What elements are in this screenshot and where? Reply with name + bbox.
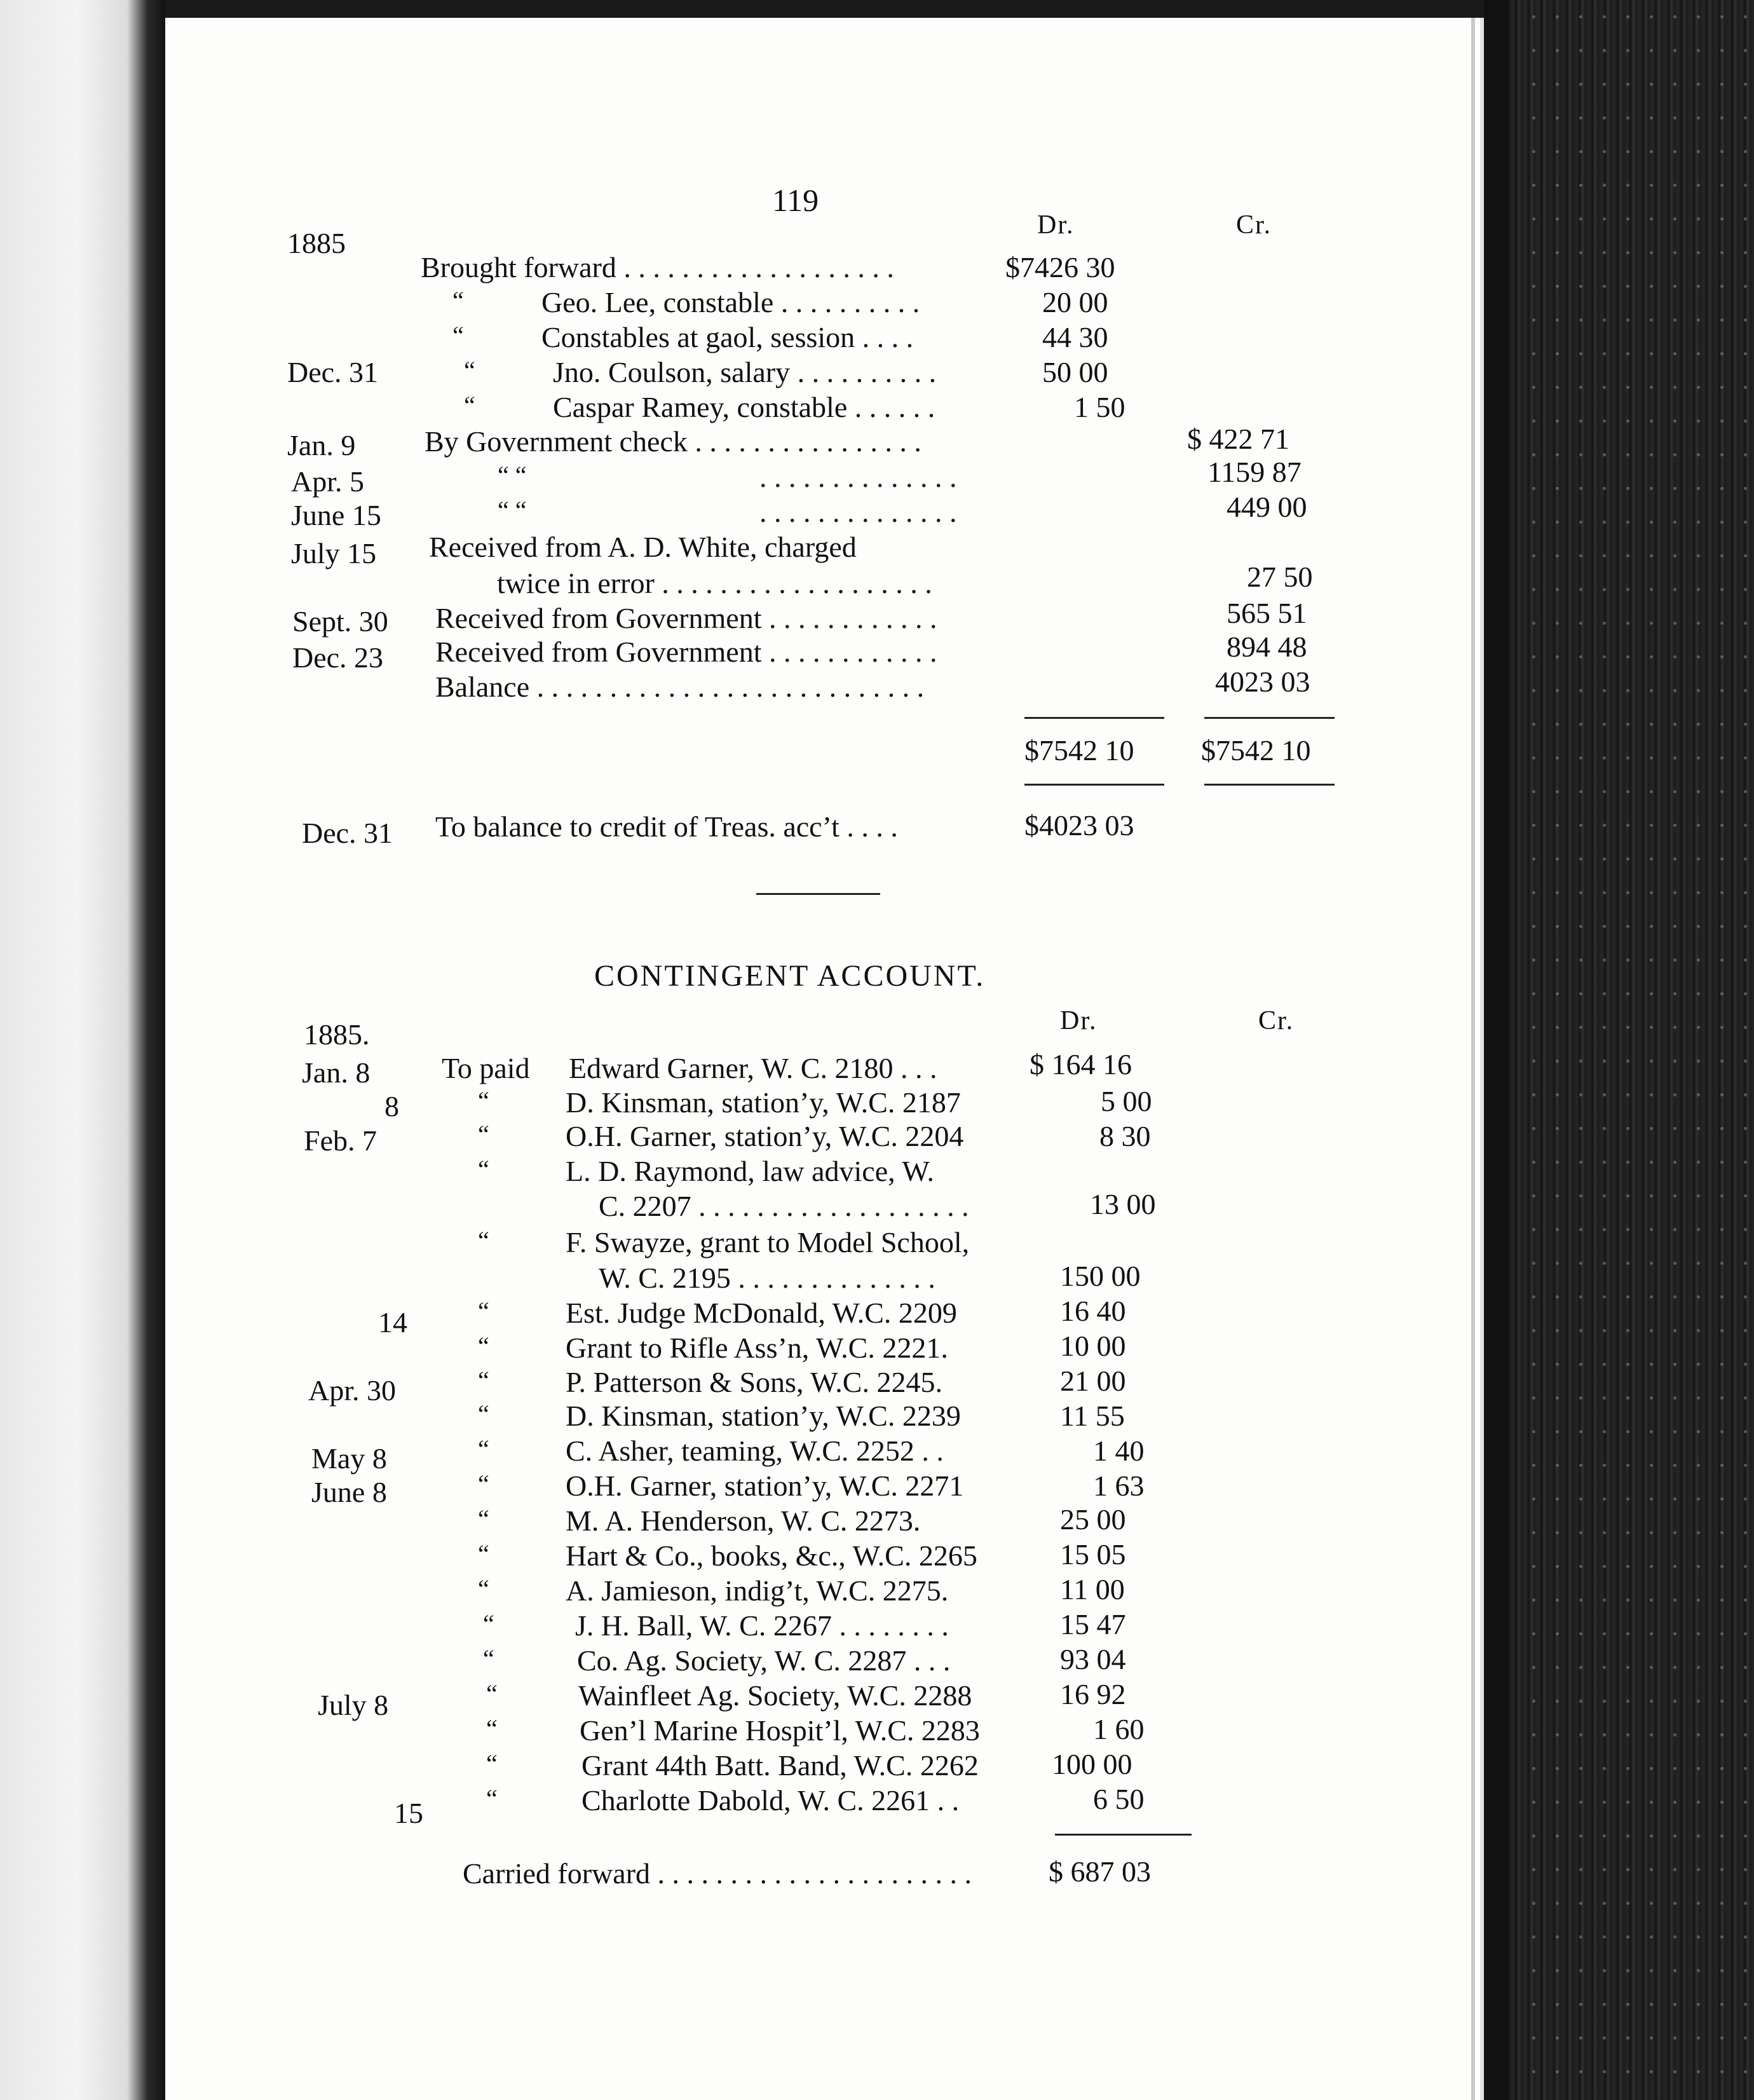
carried-forward-text: Carried forward . . . . . . . . . . . . . . . . . . . . . . [463, 1857, 972, 1890]
contingent-dr: 6 50 [1093, 1783, 1145, 1815]
ditto-mark: “ [478, 1155, 489, 1183]
total-rule-cr-bottom [1204, 784, 1335, 786]
contingent-lead: To paid [442, 1052, 530, 1084]
contingent-text: P. Patterson & Sons, W.C. 2245. [566, 1366, 942, 1398]
carried-forward-rule [1055, 1834, 1192, 1836]
contingent-date: Apr. 30 [308, 1374, 396, 1407]
contingent-date: 15 [394, 1797, 423, 1829]
ditto-mark: “ [478, 1226, 489, 1255]
total-rule-dr-bottom [1024, 784, 1164, 786]
ditto-mark: “ [464, 391, 475, 419]
contingent-dr: 100 00 [1052, 1748, 1132, 1780]
ditto-mark: “ [478, 1574, 489, 1603]
ledger-entry-date: Sept. 30 [292, 605, 388, 638]
ledger-entry-date: June 15 [291, 499, 381, 531]
section-divider [756, 893, 880, 895]
contingent-text: Wainfleet Ag. Society, W.C. 2288 [578, 1679, 972, 1712]
contingent-text: Charlotte Dabold, W. C. 2261 . . [581, 1784, 960, 1817]
ditto-mark: “ [478, 1400, 489, 1428]
contingent-text: Co. Ag. Society, W. C. 2287 . . . [577, 1644, 951, 1677]
ledger-entry-text: By Government check . . . . . . . . . . . . . . . . [425, 425, 921, 458]
ledger-entry-text: Caspar Ramey, constable . . . . . . [553, 391, 935, 423]
contingent-dr: 8 30 [1099, 1120, 1151, 1152]
ditto-mark: “ “ [498, 461, 527, 489]
section-title: CONTINGENT ACCOUNT. [594, 959, 986, 993]
contingent-text: F. Swayze, grant to Model School, [566, 1226, 970, 1258]
ditto-mark: “ [478, 1120, 489, 1149]
ledger-entry-text: . . . . . . . . . . . . . . [759, 461, 957, 493]
ditto-mark: “ [478, 1332, 489, 1360]
page-number: 119 [772, 182, 819, 218]
contingent-date: June 8 [311, 1476, 387, 1508]
ledger-entry-cr: 1159 87 [1207, 456, 1302, 488]
contingent-dr: 93 04 [1060, 1643, 1126, 1675]
contingent-text: Gen’l Marine Hospit’l, W.C. 2283 [580, 1714, 980, 1747]
ditto-mark: “ [486, 1714, 498, 1743]
ditto-mark: “ [478, 1366, 489, 1394]
contingent-dr: 10 00 [1060, 1330, 1126, 1362]
contingent-text: O.H. Garner, station’y, W.C. 2204 [566, 1120, 964, 1152]
contingent-text: L. D. Raymond, law advice, W. [566, 1155, 935, 1187]
contingent-date: July 8 [318, 1689, 389, 1721]
contingent-text: M. A. Henderson, W. C. 2273. [566, 1504, 921, 1537]
contingent-text: Hart & Co., books, &c., W.C. 2265 [566, 1539, 977, 1572]
ditto-mark: “ [478, 1297, 489, 1325]
contingent-text: J. H. Ball, W. C. 2267 . . . . . . . . [575, 1609, 949, 1642]
ditto-mark: “ [452, 286, 464, 315]
ledger-entry-cr: 565 51 [1227, 597, 1307, 629]
total-dr: $7542 10 [1024, 734, 1134, 767]
balance-dr: $4023 03 [1024, 809, 1134, 842]
left-page-edge [0, 0, 165, 2100]
contingent-dr: 1 60 [1093, 1713, 1145, 1745]
ditto-mark: “ [478, 1435, 489, 1463]
contingent-dr: 5 00 [1101, 1085, 1152, 1117]
ledger-entry-dr: 1 50 [1074, 391, 1125, 423]
contingent-text: Est. Judge McDonald, W.C. 2209 [566, 1297, 957, 1329]
contingent-dr: 16 40 [1060, 1295, 1126, 1327]
carried-forward-dr: $ 687 03 [1049, 1855, 1151, 1888]
ledger-entry-date: Dec. 23 [292, 641, 384, 674]
contingent-dr: 150 00 [1060, 1260, 1141, 1292]
ditto-mark: “ [483, 1644, 494, 1673]
cr-column-header: Cr. [1258, 1006, 1295, 1035]
ledger-entry-cr: 894 48 [1227, 631, 1307, 663]
ledger-entry-text: twice in error . . . . . . . . . . . . . . . . . . . [497, 567, 932, 599]
ledger-entry-cr: 4023 03 [1215, 665, 1310, 698]
year-label: 1885 [287, 227, 346, 259]
book-spine [1484, 0, 1754, 2100]
ditto-mark: “ [478, 1086, 489, 1115]
ledger-entry-cr: 27 50 [1247, 561, 1313, 593]
contingent-text: C. Asher, teaming, W.C. 2252 . . [566, 1435, 944, 1467]
ledger-entry-cr: $ 422 71 [1187, 423, 1289, 455]
contingent-dr: 25 00 [1060, 1503, 1126, 1536]
ledger-entry-date: Dec. 31 [287, 356, 379, 388]
cr-column-header: Cr. [1236, 210, 1272, 240]
contingent-dr: 11 00 [1060, 1573, 1125, 1606]
ditto-mark: “ [478, 1469, 489, 1498]
contingent-date: 8 [384, 1090, 399, 1122]
ditto-mark: “ [486, 1749, 498, 1778]
contingent-dr: 15 05 [1060, 1538, 1126, 1571]
dr-column-header: Dr. [1037, 210, 1075, 240]
ditto-mark: “ [486, 1784, 498, 1813]
contingent-dr: 11 55 [1060, 1400, 1125, 1432]
ledger-entry-date: July 15 [291, 537, 377, 569]
ledger-entry-text: Brought forward . . . . . . . . . . . . . . . . . . . [421, 251, 894, 283]
ditto-mark: “ “ [498, 496, 527, 524]
contingent-dr: 21 00 [1060, 1365, 1126, 1397]
contingent-text: C. 2207 . . . . . . . . . . . . . . . . . . . [599, 1190, 969, 1222]
contingent-text: Grant 44th Batt. Band, W.C. 2262 [581, 1749, 979, 1782]
ledger-entry-text: Balance . . . . . . . . . . . . . . . . . . . . . . . . . . . [435, 671, 925, 703]
ledger-entry-text: . . . . . . . . . . . . . . [759, 496, 957, 528]
ledger-entry-text: Received from Government . . . . . . . . . . . . [435, 602, 937, 634]
contingent-text: Edward Garner, W. C. 2180 . . . [569, 1052, 937, 1084]
ledger-entry-dr: 44 30 [1042, 321, 1108, 353]
total-cr: $7542 10 [1201, 734, 1311, 767]
ditto-mark: “ [452, 321, 464, 350]
ledger-entry-date: Jan. 9 [287, 429, 356, 461]
ledger-entry-text: Received from Government . . . . . . . . . . . . [435, 636, 937, 668]
ledger-entry-dr: 20 00 [1042, 286, 1108, 318]
contingent-dr: 1 63 [1093, 1469, 1145, 1502]
contingent-date: 14 [378, 1306, 407, 1339]
contingent-dr: 16 92 [1060, 1678, 1126, 1710]
spine-texture [1522, 0, 1754, 2100]
page-edge-rule [1471, 18, 1475, 2100]
contingent-text: O.H. Garner, station’y, W.C. 2271 [566, 1469, 964, 1502]
total-rule-dr-top [1024, 717, 1164, 719]
contingent-text: W. C. 2195 . . . . . . . . . . . . . . [599, 1262, 935, 1294]
contingent-text: A. Jamieson, indig’t, W.C. 2275. [566, 1574, 949, 1607]
ledger-entry-cr: 449 00 [1227, 491, 1307, 523]
ditto-mark: “ [483, 1609, 494, 1638]
contingent-date: May 8 [311, 1442, 387, 1475]
year-label: 1885. [304, 1018, 370, 1051]
ledger-entry-text: Received from A. D. White, charged [429, 531, 857, 563]
balance-text: To balance to credit of Treas. acc’t . . . . [435, 810, 898, 843]
contingent-text: D. Kinsman, station’y, W.C. 2187 [566, 1086, 961, 1119]
ditto-mark: “ [478, 1504, 489, 1533]
contingent-text: Grant to Rifle Ass’n, W.C. 2221. [566, 1332, 948, 1364]
ditto-mark: “ [478, 1539, 489, 1568]
contingent-dr: 13 00 [1090, 1188, 1156, 1220]
ledger-entry-text: Jno. Coulson, salary . . . . . . . . . . [553, 356, 937, 388]
ledger-entry-dr: $7426 30 [1005, 251, 1115, 283]
contingent-dr: $ 164 16 [1030, 1048, 1132, 1081]
ledger-entry-text: Geo. Lee, constable . . . . . . . . . . [541, 286, 920, 318]
ditto-mark: “ [464, 356, 475, 385]
contingent-text: D. Kinsman, station’y, W.C. 2239 [566, 1400, 961, 1432]
contingent-dr: 1 40 [1093, 1435, 1145, 1467]
dr-column-header: Dr. [1060, 1006, 1098, 1035]
contingent-dr: 15 47 [1060, 1608, 1126, 1640]
contingent-date: Jan. 8 [302, 1056, 371, 1089]
ledger-entry-dr: 50 00 [1042, 356, 1108, 388]
ledger-entry-text: Constables at gaol, session . . . . [541, 321, 914, 353]
ditto-mark: “ [486, 1679, 498, 1708]
spine-shadow [1484, 0, 1509, 2100]
ledger-entry-date: Apr. 5 [291, 465, 364, 498]
contingent-date: Feb. 7 [304, 1124, 377, 1157]
total-rule-cr-top [1204, 717, 1335, 719]
balance-date: Dec. 31 [302, 817, 393, 849]
